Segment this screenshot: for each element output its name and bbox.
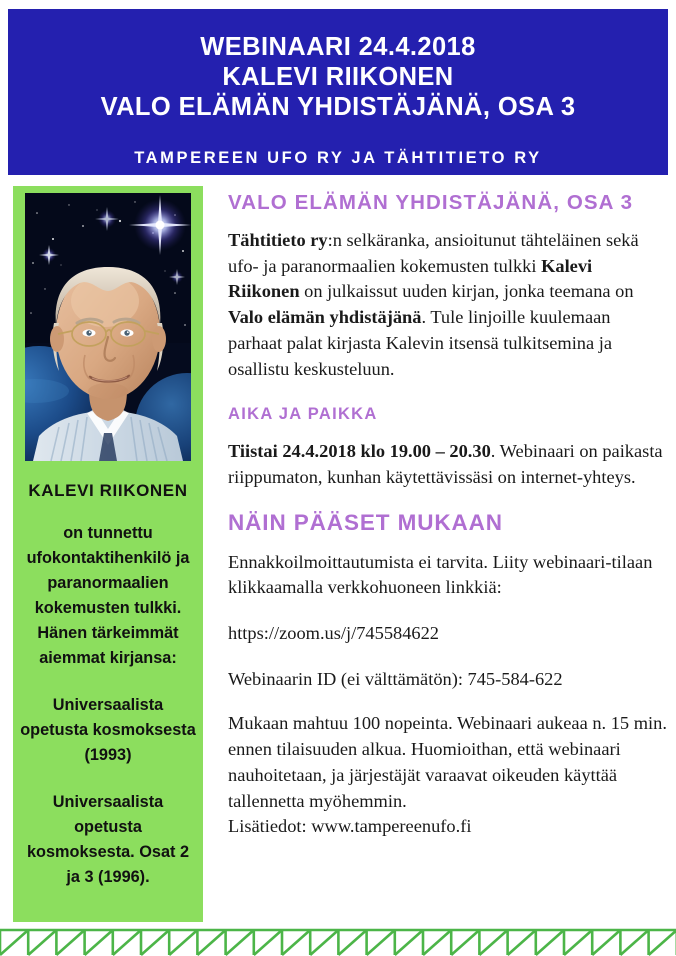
- section-title-time-place: AIKA JA PAIKKA: [228, 405, 378, 424]
- speaker-sidebar: [13, 186, 203, 922]
- header-title-line-2: KALEVI RIIKONEN: [222, 63, 454, 91]
- zoom-link[interactable]: https://zoom.us/j/745584622: [228, 623, 439, 644]
- capacity-notice: Mukaan mahtuu 100 nopeinta. Webinaari aukeaa n. 15 min. ennen tilaisuuden alkua. Huomioithan, että webinaari nauhoitetaan, ja järjestäjät varaavat oikeuden käyttää tallennetta myöhemmin.: [228, 713, 667, 811]
- speaker-bio: on tunnettu ufokontaktihenkilö ja paranormaalien kokemusten tulkki. Hänen tärkeimmät aiemmat kirjansa:: [26, 524, 190, 667]
- spacer-1: [228, 601, 668, 621]
- portrait-illustration: [25, 193, 191, 461]
- event-datetime: Tiistai 24.4.2018 klo 19.00 – 20.30: [228, 441, 491, 462]
- speaker-book-1: Universaalista opetusta kosmoksesta (1993): [20, 696, 196, 764]
- spacer-2: [228, 647, 668, 667]
- join-instructions: Ennakkoilmoittautumista ei tarvita. Liity webinaari-tilaan klikkaamalla verkkohuoneen linkkiä:: [228, 551, 653, 598]
- topic-paragraph: Tähtitieto ry:n selkäranka, ansioitunut tähteläinen sekä ufo- ja paranormaalien kokemusten tulkki Kalevi Riikonen on julkaissut uuden kirjan, jonka teemana on Valo elämän yhdistäjänä. Tule linjoille kuulemaan parhaat palat kirjasta Kalevin itsensä tulkitsemina ja osallistu keskusteluun.: [228, 230, 639, 379]
- spacer-3: [228, 692, 668, 711]
- section-title-topic: VALO ELÄMÄN YHDISTÄJÄNÄ, OSA 3: [228, 191, 634, 214]
- header-title-line-3: VALO ELÄMÄN YHDISTÄJÄNÄ, OSA 3: [100, 93, 576, 121]
- speaker-name: KALEVI RIIKONEN: [28, 481, 188, 500]
- more-info-link[interactable]: Lisätiedot: www.tampereenufo.fi: [228, 816, 472, 837]
- time-place-rest: . Webinaari on paikasta riippumaton, kunhan käytettävissäsi on internet-yhteys.: [228, 441, 663, 487]
- webinar-id: Webinaarin ID (ei välttämätön): 745-584-622: [228, 668, 563, 689]
- header-title-line-1: WEBINAARI 24.4.2018: [200, 33, 476, 61]
- speaker-book-2: Universaalista opetusta kosmoksesta. Osat 2 ja 3 (1996).: [27, 793, 189, 886]
- speaker-photo: [25, 193, 191, 461]
- header-banner: [8, 9, 668, 175]
- footer-zigzag-pattern: [0, 928, 676, 956]
- time-place-paragraph: [228, 439, 668, 490]
- header-organizers: TAMPEREEN UFO RY JA TÄHTITIETO RY: [134, 149, 542, 167]
- section-title-how-to-join: NÄIN PÄÄSET MUKAAN: [228, 509, 503, 535]
- main-content: [228, 191, 668, 840]
